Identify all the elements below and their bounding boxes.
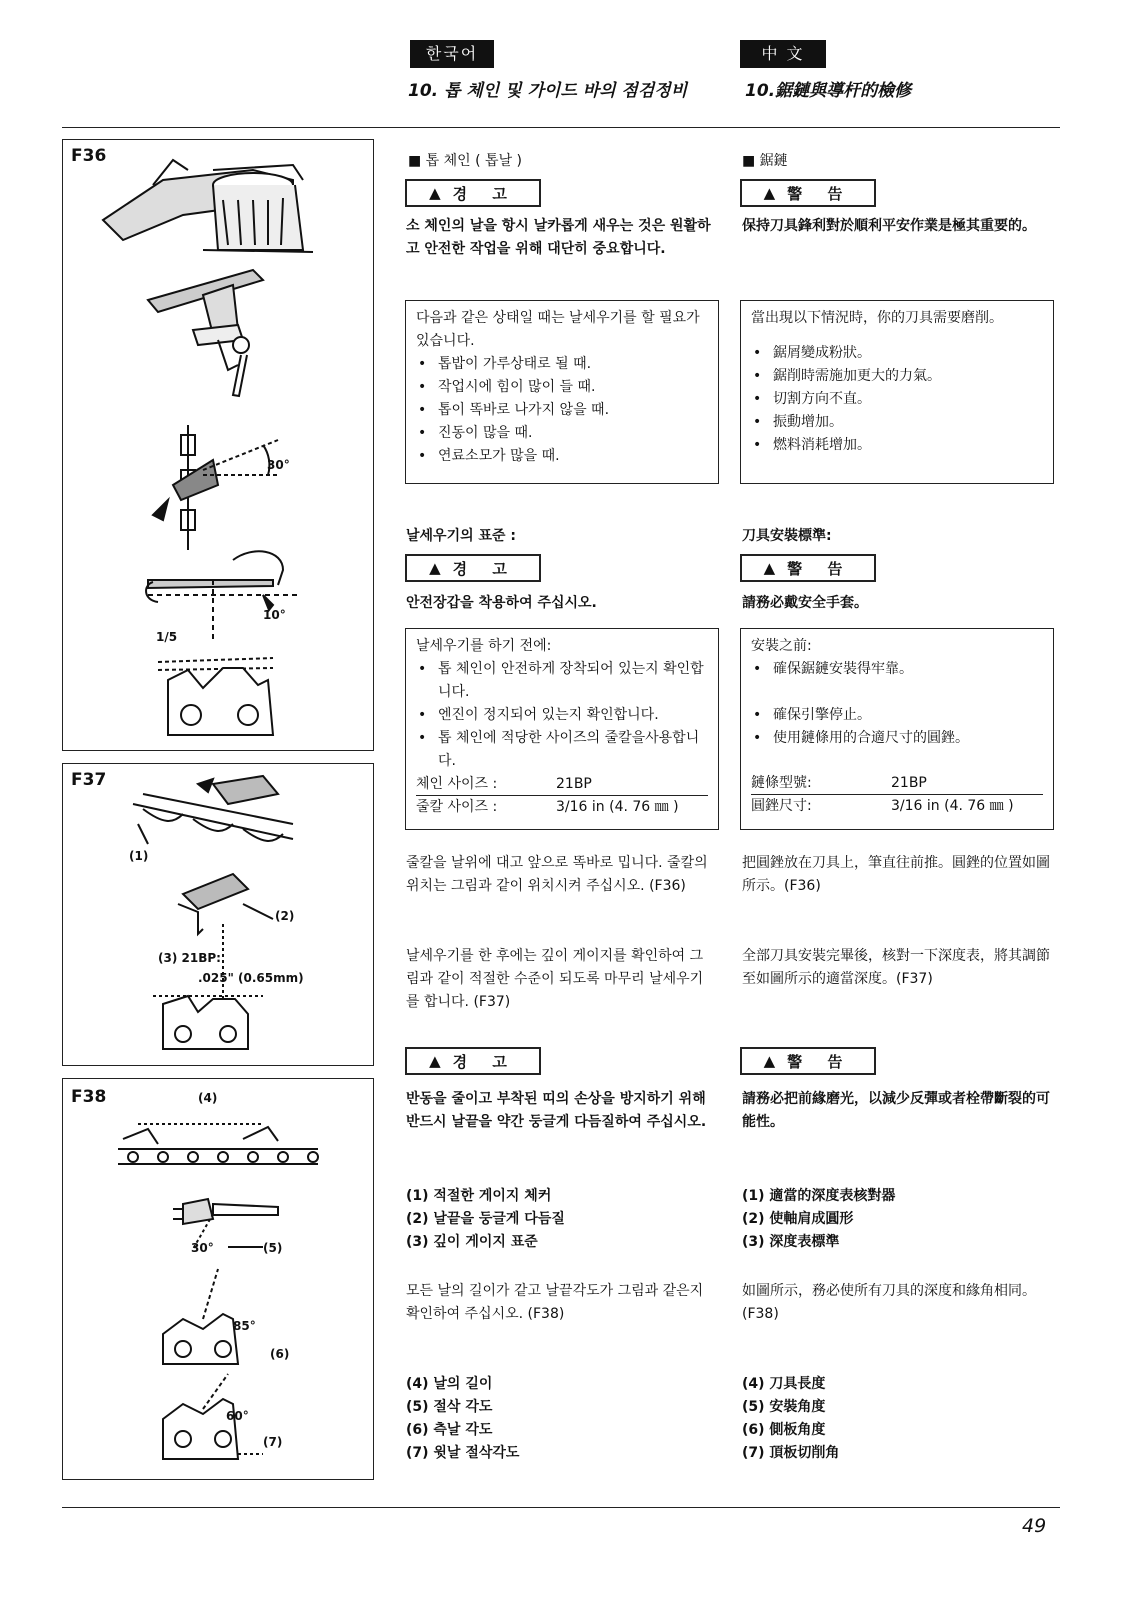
zh-chain-size-row bbox=[751, 772, 1043, 795]
warning-triangle-icon: ▲ bbox=[763, 184, 776, 202]
zh-warning-label: 警 告 bbox=[787, 1052, 853, 1071]
ko-paragraph-1: 줄칼을 날위에 대고 앞으로 똑바로 밉니다. 줄칼의 위치는 그림과 같이 위치시켜 주십시오. (F36) bbox=[406, 855, 708, 894]
ko-file-size-value: 3/16 in (4. 76 ㎜ ) bbox=[556, 799, 679, 815]
zh-warning-text-2: 請務必戴安全手套。 bbox=[742, 595, 868, 611]
ko-warning-label: 경 고 bbox=[452, 559, 517, 578]
zh-before-sharpening-box bbox=[740, 628, 1054, 830]
ko-warning-label: 경 고 bbox=[452, 184, 517, 203]
list-item: (3) 깊이 게이지 표준 bbox=[406, 1234, 538, 1250]
figure-f36-label: F36 bbox=[71, 146, 107, 166]
figure-f37-label: F37 bbox=[71, 770, 107, 790]
zh-chain-size-value: 21BP bbox=[891, 775, 927, 791]
cutter-angles-illustration bbox=[63, 1079, 373, 1479]
figure-f38-label: F38 bbox=[71, 1087, 107, 1107]
figure-f36-angle-30: 30° bbox=[267, 458, 290, 472]
list-item: • 確保引擎停止。 bbox=[751, 704, 1043, 727]
list-item: • 연료소모가 많을 때. bbox=[416, 445, 708, 468]
ko-box2-list bbox=[416, 658, 708, 773]
list-item: (1) 適當的深度表核對器 bbox=[742, 1188, 896, 1204]
zh-list-2 bbox=[742, 1373, 839, 1465]
figure-f38-callout-4: (4) bbox=[198, 1091, 218, 1105]
ko-warning-text-1: 소 체인의 날을 항시 날카롭게 새우는 것은 원활하고 안전한 작업을 위해 대단히 중요합니다. bbox=[406, 218, 711, 257]
list-item: • 鋸屑變成粉狀。 bbox=[751, 342, 1043, 365]
list-item: (5) 安裝角度 bbox=[742, 1399, 826, 1415]
chinese-section-heading: 10.鋸鏈與導杆的檢修 bbox=[745, 81, 912, 101]
figure-f37-callout-2: (2) bbox=[275, 909, 295, 923]
zh-paragraph-2: 全部刀具安裝完畢後，核對一下深度表，將其調節至如圖所示的適當深度。(F37) bbox=[742, 948, 1050, 987]
figure-f36-angle-10: 10° bbox=[263, 608, 286, 622]
list-item: (4) 刀具長度 bbox=[742, 1376, 826, 1392]
zh-sharpen-conditions-box bbox=[740, 300, 1054, 484]
zh-warning-badge-3 bbox=[740, 1047, 876, 1075]
zh-file-size-row bbox=[751, 795, 1043, 817]
zh-warning-badge-2 bbox=[740, 554, 876, 582]
list-item: • 切割方向不直。 bbox=[751, 388, 1043, 411]
list-item: (6) 側板角度 bbox=[742, 1422, 826, 1438]
page-number: 49 bbox=[1022, 1515, 1047, 1537]
list-item: (2) 날끝을 둥글게 다듬질 bbox=[406, 1211, 565, 1227]
ko-paragraph-2: 날세우기를 한 후에는 깊이 게이지를 확인하여 그림과 같이 적절한 수준이 되도록 마무리 날세우기를 합니다. (F37) bbox=[406, 948, 704, 1010]
zh-list-1 bbox=[742, 1185, 895, 1254]
zh-box2-intro: 安裝之前: bbox=[751, 638, 812, 654]
zh-warning-badge-1 bbox=[740, 179, 876, 207]
figure-f38-callout-5: (5) bbox=[263, 1241, 283, 1255]
figure-f36 bbox=[62, 139, 374, 751]
list-item: • 톱이 똑바로 나가지 않을 때. bbox=[416, 399, 708, 422]
list-item: • 톱밥이 가루상태로 될 때. bbox=[416, 353, 708, 376]
list-item: • 燃料消耗增加。 bbox=[751, 434, 1043, 457]
list-item: • 使用鏈條用的合適尺寸的圓銼。 bbox=[751, 727, 1043, 750]
zh-box1-list bbox=[751, 342, 1043, 457]
figure-f38 bbox=[62, 1078, 374, 1480]
warning-triangle-icon: ▲ bbox=[429, 1052, 441, 1070]
ko-warning-text-3: 반동을 줄이고 부착된 띠의 손상을 방지하기 위해 반드시 날끝을 약간 둥글게 다듬질하여 주십시오. bbox=[406, 1091, 707, 1130]
figure-f37 bbox=[62, 763, 374, 1066]
chainsaw-sharpening-illustration bbox=[63, 140, 373, 750]
list-item: • 確保鋸鏈安裝得牢靠。 bbox=[751, 658, 1043, 681]
figure-f38-callout-6: (6) bbox=[270, 1347, 290, 1361]
zh-file-size-label: 圓銼尺寸: bbox=[751, 798, 812, 814]
zh-warning-text-3: 請務必把前緣磨光，以減少反彈或者栓帶斷裂的可能性。 bbox=[742, 1091, 1050, 1130]
list-item: • 엔진이 정지되어 있는지 확인합니다. bbox=[416, 704, 708, 727]
header-rule bbox=[62, 127, 1060, 128]
ko-sharpen-conditions-box bbox=[405, 300, 719, 484]
ko-list-2 bbox=[406, 1373, 519, 1465]
list-item: • 톱 체인에 적당한 사이즈의 줄칼을사용합니다. bbox=[416, 727, 708, 773]
warning-triangle-icon: ▲ bbox=[429, 184, 441, 202]
ko-before-sharpening-box bbox=[405, 628, 719, 830]
list-item: • 振動增加。 bbox=[751, 411, 1043, 434]
ko-warning-label: 경 고 bbox=[452, 1052, 517, 1071]
zh-box1-intro: 當出現以下情況時，你的刀具需要磨削。 bbox=[751, 310, 1003, 326]
list-item: (3) 深度表標準 bbox=[742, 1234, 840, 1250]
ko-box1-intro: 다음과 같은 상태일 때는 날세우기를 할 필요가 있습니다. bbox=[416, 310, 700, 349]
warning-triangle-icon: ▲ bbox=[763, 1052, 776, 1070]
ko-list-1 bbox=[406, 1185, 565, 1254]
figure-f37-callout-1: (1) bbox=[129, 849, 149, 863]
korean-section-heading: 10. 톱 체인 및 가이드 바의 점검정비 bbox=[408, 81, 688, 101]
figure-f38-angle-30: 30° bbox=[191, 1241, 214, 1255]
korean-language-badge: 한국어 bbox=[410, 40, 494, 68]
ko-warning-badge-3 bbox=[405, 1047, 541, 1075]
list-item: • 진동이 많을 때. bbox=[416, 422, 708, 445]
zh-saw-chain-title: ■ 鋸鏈 bbox=[742, 153, 788, 169]
warning-triangle-icon: ▲ bbox=[763, 559, 776, 577]
zh-warning-label: 警 告 bbox=[787, 184, 853, 203]
list-item: (1) 적절한 게이지 체커 bbox=[406, 1188, 552, 1204]
list-item: (6) 측날 각도 bbox=[406, 1422, 493, 1438]
ko-chain-size-row bbox=[416, 773, 708, 796]
figure-f38-angle-60: 60° bbox=[226, 1409, 249, 1423]
zh-warning-text-1: 保持刀具鋒利對於順利平安作業是極其重要的。 bbox=[742, 218, 1036, 234]
ko-chain-size-value: 21BP bbox=[556, 776, 592, 792]
zh-paragraph-3: 如圖所示，務必使所有刀具的深度和緣角相同。(F38) bbox=[742, 1283, 1036, 1322]
ko-box2-intro: 날세우기를 하기 전에: bbox=[416, 638, 552, 654]
list-item: (4) 날의 길이 bbox=[406, 1376, 493, 1392]
ko-paragraph-3: 모든 날의 길이가 같고 날끝각도가 그림과 같은지 확인하여 주십시오. (F38) bbox=[406, 1283, 704, 1322]
figure-f36-ratio: 1/5 bbox=[156, 630, 178, 644]
footer-rule bbox=[62, 1507, 1060, 1508]
figure-f37-depth-value: .025" (0.65mm) bbox=[198, 971, 304, 985]
ko-saw-chain-title: ■ 톱 체인 ( 톱날 ) bbox=[408, 153, 523, 169]
ko-box1-list bbox=[416, 353, 708, 468]
zh-standard-title: 刀具安裝標準: bbox=[742, 528, 832, 544]
figure-f38-angle-85: 85° bbox=[233, 1319, 256, 1333]
chinese-language-badge: 中 文 bbox=[740, 40, 826, 68]
zh-box2-list bbox=[751, 658, 1043, 750]
ko-file-size-row bbox=[416, 796, 708, 818]
ko-warning-badge-1 bbox=[405, 179, 541, 207]
zh-warning-label: 警 告 bbox=[787, 559, 853, 578]
list-item: • 鋸削時需施加更大的力氣。 bbox=[751, 365, 1043, 388]
ko-warning-text-2: 안전장갑을 착용하여 주십시오. bbox=[406, 595, 597, 611]
list-item: (2) 使軸肩成圓形 bbox=[742, 1211, 854, 1227]
zh-chain-size-label: 鏈條型號: bbox=[751, 775, 812, 791]
ko-warning-badge-2 bbox=[405, 554, 541, 582]
depth-gauge-illustration bbox=[63, 764, 373, 1064]
figure-f37-callout-3: (3) 21BP: bbox=[158, 951, 221, 965]
list-item: (5) 절삭 각도 bbox=[406, 1399, 493, 1415]
figure-f38-callout-7: (7) bbox=[263, 1435, 283, 1449]
ko-file-size-label: 줄칼 사이즈 : bbox=[416, 799, 498, 815]
zh-paragraph-1: 把圓銼放在刀具上，筆直往前推。圓銼的位置如圖所示。(F36) bbox=[742, 855, 1050, 894]
zh-file-size-value: 3/16 in (4. 76 ㎜ ) bbox=[891, 798, 1014, 814]
list-item: • 작업시에 힘이 많이 들 때. bbox=[416, 376, 708, 399]
list-item: (7) 윗날 절삭각도 bbox=[406, 1445, 520, 1461]
list-item: (7) 頂板切削角 bbox=[742, 1445, 840, 1461]
ko-standard-title: 날세우기의 표준 : bbox=[406, 528, 517, 544]
list-item: • 톱 체인이 안전하게 장착되어 있는지 확인합니다. bbox=[416, 658, 708, 704]
ko-chain-size-label: 체인 사이즈 : bbox=[416, 776, 498, 792]
warning-triangle-icon: ▲ bbox=[429, 559, 441, 577]
